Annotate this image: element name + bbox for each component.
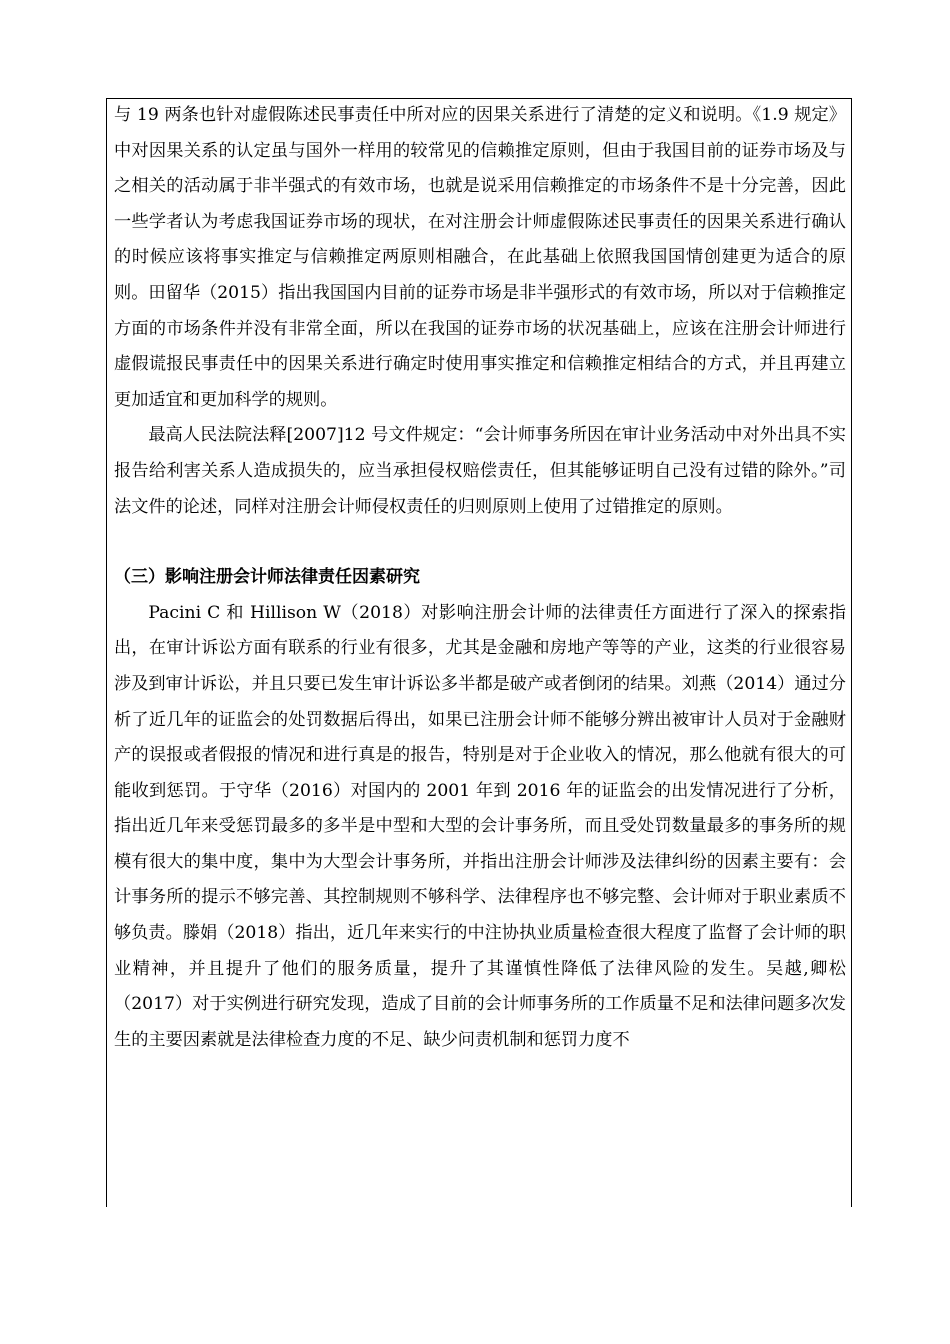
paragraph-judicial-interpretation: 最高人民法院法释[2007]12 号文件规定：“会计师事务所因在审计业务活动中对外出具不实报告给利害关系人造成损失的，应当承担侵权赔偿责任，但其能够证明自己没有过错的除外。”司法文件的论述，同样对注册会计师侵权责任的归则原则上使用了过错推定的原则。 <box>114 425 846 517</box>
document-body <box>114 98 846 1058</box>
paragraph-spacer <box>114 525 846 560</box>
section-heading: （三）影响注册会计师法律责任因素研究 <box>114 567 420 588</box>
paragraph-factors-research: Pacini C 和 Hillison W（2018）对影响注册会计师的法律责任方面进行了深入的探索指出，在审计诉讼方面有联系的行业有很多，尤其是金融和房地产等等的产业，这类的行业很容易涉及到审计诉讼，并且只要已发生审计诉讼多半都是破产或者倒闭的结果。刘燕（2014）通过分析了近几年的证监会的处罚数据后得出，如果已注册会计师不能够分辨出被审计人员对于金融财产的误报或者假报的情况和进行真是的报告，特别是对于企业收入的情况，那么他就有很大的可能收到惩罚。于守华（2016）对国内的 2001 年到 2016 年的证监会的出发情况进行了分析，指出近几年来受惩罚最多的多半是中型和大型的会计事务所，而且受处罚数量最多的事务所的规模有很大的集中度，集中为大型会计事务所，并指出注册会计师涉及法律纠纷的因素主要有：会计事务所的提示不够完善、其控制规则不够科学、法律程序也不够完整、会计师对于职业素质不够负责。滕娟（2018）指出，近几年来实行的中注协执业质量检查很大程度了监督了会计师的职业精神，并且提升了他们的服务质量，提升了其谨慎性降低了法律风险的发生。吴越,卿松（2017）对于实例进行研究发现，造成了目前的会计师事务所的工作质量不足和法律问题多次发生的主要因素就是法律检查力度的不足、缺少问责机制和惩罚力度不 <box>114 602 846 1050</box>
paragraph-causality: 与 19 两条也针对虚假陈述民事责任中所对应的因果关系进行了清楚的定义和说明。《1.9 规定》中对因果关系的认定虽与国外一样用的较常见的信赖推定原则，但由于我国目前的证券市场及与之相关的活动属于非半强式的有效市场，也就是说采用信赖推定的市场条件不是十分完善，因此一些学者认为考虑我国证券市场的现状，在对注册会计师虚假陈述民事责任的因果关系进行确认的时候应该将事实推定与信赖推定两原则相融合，在此基础上依照我国国情创建更为适合的原则。田留华（2015）指出我国国内目前的证券市场是非半强形式的有效市场，所以对于信赖推定方面的市场条件并没有非常全面，所以在我国的证券市场的状况基础上，应该在注册会计师进行虚假谎报民事责任中的因果关系进行确定时使用事实推定和信赖推定相结合的方式，并且再建立更加适宜和更加科学的规则。 <box>114 105 846 410</box>
